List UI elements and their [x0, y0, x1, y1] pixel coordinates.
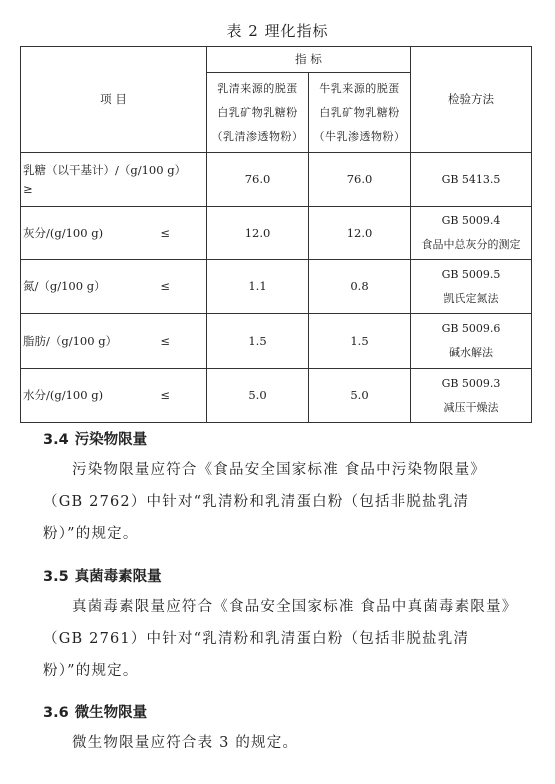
row-method-line: GB 5413.5 — [441, 172, 501, 186]
row-method — [411, 207, 532, 260]
table-row — [21, 369, 532, 423]
row-item-name: 水分/(g/100 g) — [23, 388, 104, 402]
section-title: 污染物限量 — [74, 432, 148, 448]
row-method — [411, 369, 532, 423]
table-title: 表 2 理化指标 — [226, 22, 329, 40]
header-milk-source — [309, 73, 411, 153]
row-method-line: GB 5009.6 — [441, 322, 501, 335]
row-method-line: 凯氏定氮法 — [443, 291, 499, 305]
row-method — [411, 314, 532, 369]
section-title: 微生物限量 — [74, 705, 148, 721]
row-item — [21, 153, 207, 207]
row-milk-value: 76.0 — [309, 153, 411, 207]
table-row — [21, 314, 532, 369]
row-operator: ≤ — [160, 279, 170, 293]
row-whey-value: 1.1 — [207, 260, 309, 314]
row-method-line: 碱水解法 — [449, 346, 493, 359]
row-method-line: 食品中总灰分的测定 — [421, 238, 521, 251]
section-number: 3.5 — [43, 569, 69, 585]
row-item — [21, 314, 207, 369]
row-milk-value: 5.0 — [309, 369, 411, 423]
row-method-line: GB 5009.5 — [441, 267, 501, 281]
row-item-name: 脂肪/（g/100 g） — [23, 333, 118, 348]
row-method-line: GB 5009.4 — [441, 214, 501, 227]
section-heading-mycotoxins — [43, 565, 162, 586]
header-milk-line: 牛乳来源的脱蛋 — [319, 81, 400, 95]
header-milk-line: （牛乳渗透物粉） — [313, 129, 406, 143]
row-whey-value: 76.0 — [207, 153, 309, 207]
table-row — [21, 153, 532, 207]
row-milk-value: 12.0 — [309, 207, 411, 260]
section-number: 3.6 — [43, 705, 69, 721]
row-milk-value: 0.8 — [309, 260, 411, 314]
row-milk-value: 1.5 — [309, 314, 411, 369]
row-item — [21, 369, 207, 423]
row-operator: ≤ — [160, 225, 170, 240]
row-whey-value: 1.5 — [207, 314, 309, 369]
header-whey-line: 白乳矿物乳糖粉 — [217, 105, 298, 119]
table-row — [21, 207, 532, 260]
header-whey-source — [207, 73, 309, 153]
section-paragraph-mycotoxins: 真菌毒素限量应符合《食品安全国家标准 食品中真菌毒素限量》（GB 2761）中针对“乳清粉和乳清蛋白粉（包括非脱盐乳清粉）”的规定。 — [43, 599, 511, 679]
section-title: 真菌毒素限量 — [74, 569, 162, 585]
row-method — [411, 260, 532, 314]
header-whey-line: 乳清来源的脱蛋 — [217, 81, 298, 95]
row-item — [21, 260, 207, 314]
row-operator: ≤ — [160, 333, 170, 348]
section-paragraph-microbial: 微生物限量应符合表 3 的规定。 — [72, 735, 299, 751]
table-row — [21, 260, 532, 314]
section-paragraph-contaminants: 污染物限量应符合《食品安全国家标准 食品中污染物限量》（GB 2762）中针对“乳清粉和乳清蛋白粉（包括非脱盐乳清粉）”的规定。 — [43, 462, 487, 542]
row-method — [411, 153, 532, 207]
header-indicator: 指 标 — [207, 47, 411, 73]
row-operator: ≤ — [160, 388, 170, 402]
physicochemical-table — [20, 46, 532, 423]
row-item-name: 氮/（g/100 g） — [23, 279, 106, 293]
header-milk-line: 白乳矿物乳糖粉 — [319, 105, 400, 119]
row-whey-value: 12.0 — [207, 207, 309, 260]
header-whey-line: （乳清渗透物粉） — [211, 129, 304, 143]
section-heading-microbial — [43, 701, 147, 722]
row-operator: ≥ — [23, 181, 33, 196]
header-item: 项 目 — [21, 47, 207, 153]
row-item-name: 乳糖（以干基计）/（g/100 g） — [23, 162, 187, 177]
row-item — [21, 207, 207, 260]
row-item-name: 灰分/(g/100 g) — [23, 225, 104, 240]
header-method: 检验方法 — [411, 47, 532, 153]
section-heading-contaminants — [43, 428, 147, 449]
section-number: 3.4 — [43, 432, 69, 448]
row-method-line: 减压干燥法 — [443, 400, 499, 414]
row-method-line: GB 5009.3 — [441, 376, 501, 390]
row-whey-value: 5.0 — [207, 369, 309, 423]
